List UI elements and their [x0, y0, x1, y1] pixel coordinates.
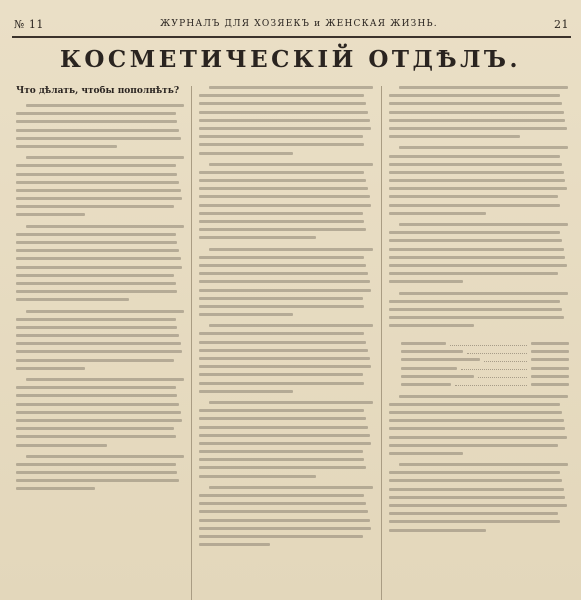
column-divider: [191, 86, 192, 600]
column-2: [199, 86, 373, 600]
text-line: [199, 111, 368, 114]
text-line: [16, 249, 179, 252]
text-line: [26, 378, 184, 381]
text-line: [199, 152, 293, 155]
text-line: [199, 434, 370, 437]
text-line: [199, 102, 366, 105]
column-3-text-bottom: [389, 395, 569, 540]
text-line: [199, 442, 371, 445]
text-line: [199, 195, 370, 198]
text-line: [199, 527, 371, 530]
text-line: [199, 458, 364, 461]
text-line: [16, 290, 177, 293]
text-line: [209, 401, 373, 404]
text-line: [199, 94, 364, 97]
text-line: [389, 119, 565, 122]
text-line: [199, 256, 364, 259]
text-line: [16, 205, 174, 208]
recipe-amount-line: [531, 358, 569, 361]
text-line: [389, 248, 564, 251]
column-divider: [381, 86, 382, 600]
recipe-leader-dots: [467, 350, 527, 354]
text-line: [199, 494, 364, 497]
text-line: [199, 289, 371, 292]
article-subheading: Что дѣлать, чтобы пополнѣть?: [16, 86, 180, 96]
text-line: [16, 274, 174, 277]
text-line: [16, 298, 129, 301]
text-line: [399, 86, 568, 89]
column-1-text: [16, 104, 184, 499]
text-line: [199, 382, 364, 385]
text-line: [26, 310, 184, 313]
recipe-row: [401, 372, 569, 380]
page-number: 21: [554, 17, 569, 31]
text-line: [389, 179, 565, 182]
text-line: [209, 486, 373, 489]
text-line: [199, 305, 364, 308]
text-line: [199, 365, 371, 368]
text-line: [199, 297, 363, 300]
text-line: [16, 444, 107, 447]
text-line: [199, 349, 368, 352]
recipe-leader-dots: [455, 382, 527, 386]
text-line: [16, 318, 176, 321]
text-line: [389, 496, 565, 499]
text-line: [199, 332, 364, 335]
text-line: [16, 137, 181, 140]
text-line: [16, 359, 174, 362]
text-line: [399, 146, 568, 149]
text-line: [16, 233, 176, 236]
text-line: [16, 282, 176, 285]
text-line: [389, 94, 560, 97]
text-line: [389, 403, 560, 406]
text-line: [16, 112, 176, 115]
text-line: [389, 300, 560, 303]
text-line: [199, 135, 363, 138]
text-line: [389, 195, 558, 198]
text-line: [199, 475, 316, 478]
text-line: [199, 409, 364, 412]
text-line: [16, 164, 176, 167]
recipe-amount-line: [531, 383, 569, 386]
text-line: [199, 535, 363, 538]
text-line: [199, 313, 293, 316]
text-line: [389, 324, 474, 327]
text-line: [16, 241, 177, 244]
text-line: [389, 529, 486, 532]
text-line: [199, 519, 370, 522]
article-title: КОСМЕТИЧЕСКІЙ ОТДѢЛЪ.: [59, 46, 522, 73]
text-line: [16, 403, 179, 406]
recipe-amount-line: [531, 375, 569, 378]
column-3-text-top: [389, 86, 569, 335]
text-line: [389, 419, 564, 422]
text-line: [199, 502, 366, 505]
recipe-leader-dots: [478, 374, 527, 378]
text-line: [389, 171, 564, 174]
recipe-amount-line: [531, 367, 569, 370]
recipe-list: [401, 339, 569, 388]
recipe-ingredient-line: [401, 342, 446, 345]
text-line: [16, 189, 181, 192]
recipe-row: [401, 356, 569, 364]
text-line: [199, 510, 368, 513]
text-line: [16, 386, 176, 389]
text-line: [199, 179, 366, 182]
text-line: [199, 466, 366, 469]
text-line: [389, 520, 560, 523]
text-line: [199, 450, 363, 453]
text-line: [389, 163, 562, 166]
text-line: [389, 256, 565, 259]
text-line: [199, 426, 368, 429]
text-line: [26, 104, 184, 107]
text-line: [199, 119, 370, 122]
text-line: [389, 427, 565, 430]
text-line: [16, 326, 177, 329]
text-line: [16, 350, 182, 353]
header-rule: [12, 36, 571, 38]
column-3: [389, 86, 569, 600]
journal-title: ЖУРНАЛЪ ДЛЯ ХОЗЯЕКЪ и ЖЕНСКАЯ ЖИЗНЬ.: [160, 19, 438, 29]
text-line: [389, 127, 567, 130]
text-line: [389, 212, 486, 215]
recipe-leader-dots: [461, 366, 527, 370]
recipe-amount-line: [531, 342, 569, 345]
text-line: [16, 419, 182, 422]
text-line: [209, 248, 373, 251]
text-line: [389, 239, 562, 242]
text-line: [16, 197, 182, 200]
text-line: [16, 411, 181, 414]
text-line: [199, 280, 370, 283]
recipe-row: [401, 380, 569, 388]
text-line: [199, 127, 371, 130]
column-1: [16, 86, 184, 600]
text-line: [16, 213, 85, 216]
text-line: [16, 120, 177, 123]
text-line: [389, 272, 558, 275]
recipe-ingredient-line: [401, 375, 474, 378]
text-line: [26, 225, 184, 228]
recipe-row: [401, 339, 569, 347]
text-line: [389, 102, 562, 105]
text-line: [399, 223, 568, 226]
text-line: [389, 479, 562, 482]
text-line: [389, 187, 567, 190]
recipe-ingredient-line: [401, 367, 457, 370]
text-line: [389, 308, 562, 311]
text-line: [389, 411, 562, 414]
text-line: [199, 228, 366, 231]
text-line: [389, 155, 560, 158]
text-line: [16, 342, 181, 345]
text-line: [389, 444, 558, 447]
text-line: [199, 341, 366, 344]
recipe-ingredient-line: [401, 358, 480, 361]
text-line: [16, 129, 179, 132]
text-line: [389, 204, 560, 207]
text-line: [389, 512, 558, 515]
text-line: [199, 390, 293, 393]
text-line: [16, 145, 117, 148]
text-line: [16, 257, 181, 260]
text-line: [389, 111, 564, 114]
text-line: [26, 156, 184, 159]
text-line: [389, 436, 567, 439]
text-line: [16, 173, 177, 176]
text-line: [16, 427, 174, 430]
recipe-leader-dots: [484, 358, 527, 362]
column-2-text: [199, 86, 373, 554]
text-line: [199, 543, 270, 546]
text-line: [199, 357, 370, 360]
text-line: [389, 316, 564, 319]
text-line: [209, 86, 373, 89]
text-line: [209, 163, 373, 166]
text-line: [16, 367, 85, 370]
text-line: [399, 395, 568, 398]
text-line: [16, 463, 176, 466]
text-line: [199, 212, 363, 215]
text-line: [389, 264, 567, 267]
text-line: [199, 272, 368, 275]
page-header: [14, 14, 569, 34]
recipe-row: [401, 364, 569, 372]
text-line: [16, 471, 177, 474]
recipe-leader-dots: [450, 342, 527, 346]
text-line: [16, 479, 179, 482]
text-line: [399, 463, 568, 466]
text-line: [199, 204, 371, 207]
text-line: [199, 220, 364, 223]
text-line: [199, 187, 368, 190]
text-line: [389, 231, 560, 234]
text-line: [389, 488, 564, 491]
text-line: [399, 292, 568, 295]
text-line: [389, 280, 463, 283]
text-line: [16, 435, 176, 438]
text-line: [199, 236, 316, 239]
text-line: [16, 334, 179, 337]
text-line: [209, 324, 373, 327]
text-line: [199, 417, 366, 420]
text-line: [16, 181, 179, 184]
text-line: [16, 266, 182, 269]
text-line: [199, 373, 363, 376]
recipe-row: [401, 348, 569, 356]
issue-number: № 11: [14, 17, 44, 31]
text-line: [389, 471, 560, 474]
text-line: [389, 504, 567, 507]
text-line: [26, 455, 184, 458]
text-line: [199, 171, 364, 174]
text-line: [389, 452, 463, 455]
text-line: [199, 143, 364, 146]
recipe-ingredient-line: [401, 350, 463, 353]
text-line: [199, 264, 366, 267]
text-line: [16, 394, 177, 397]
recipe-amount-line: [531, 350, 569, 353]
text-line: [16, 487, 95, 490]
text-line: [389, 135, 520, 138]
recipe-ingredient-line: [401, 383, 451, 386]
